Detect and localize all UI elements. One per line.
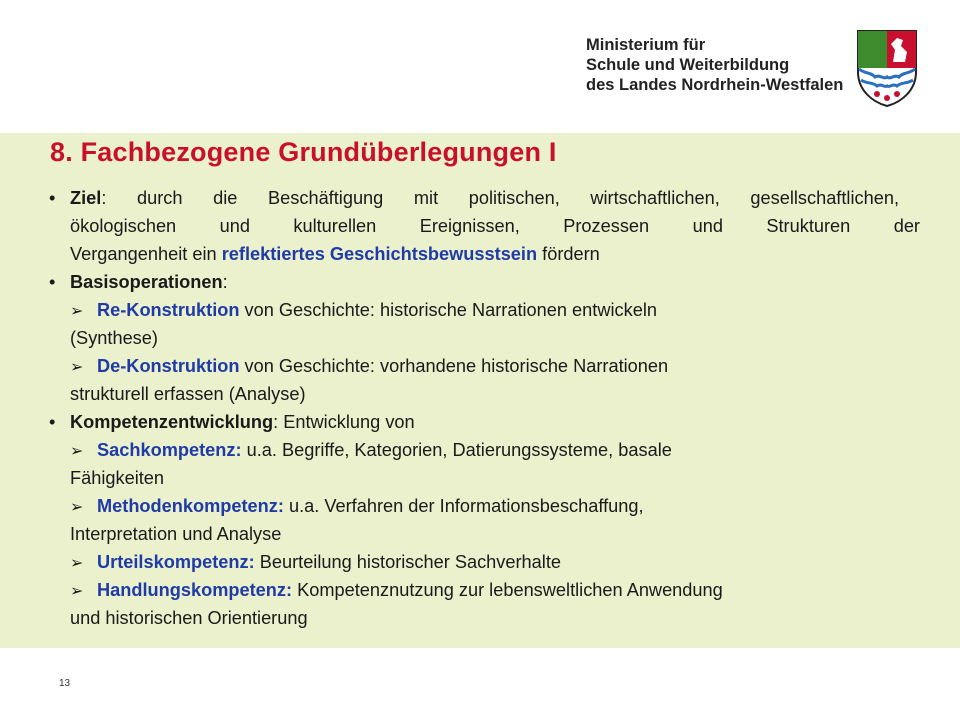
sub-item xyxy=(49,436,939,464)
arrow-bullet-icon: ➢ xyxy=(70,443,84,460)
arrow-bullet-icon: ➢ xyxy=(70,303,84,320)
body-text: von Geschichte: historische Narrationen entwickeln xyxy=(239,300,657,320)
ministry-line: Ministerium für xyxy=(586,36,706,54)
body-text: ökologischen und kulturellen Ereignissen, Prozessen und Strukturen der xyxy=(70,216,920,236)
highlight-term: Re-Konstruktion xyxy=(97,300,240,320)
slide-title: 8. Fachbezogene Grundüberlegungen I xyxy=(50,137,557,167)
term-label: Basisoperationen xyxy=(70,272,223,292)
body-text: Kompetenznutzung zur lebensweltlichen Anwendung xyxy=(292,580,723,600)
body-text xyxy=(49,240,939,268)
highlight-term: Sachkompetenz: xyxy=(97,440,242,460)
body-text: strukturell erfassen (Analyse) xyxy=(70,384,306,404)
highlight-term: Urteilskompetenz: xyxy=(97,552,255,572)
highlight-term: Handlungskompetenz: xyxy=(97,580,293,600)
list-item xyxy=(49,268,939,296)
highlight-term: Methodenkompetenz: xyxy=(97,496,284,516)
list-item xyxy=(49,408,939,436)
slide-body xyxy=(49,184,939,632)
bullet-icon: • xyxy=(49,412,56,432)
arrow-bullet-icon: ➢ xyxy=(70,555,84,572)
term-label: Kompetenzentwicklung xyxy=(70,412,274,432)
bullet-icon: • xyxy=(49,188,56,208)
body-text: Fähigkeiten xyxy=(70,468,165,488)
body-text: Vergangenheit ein xyxy=(70,244,222,264)
highlight-term: De-Konstruktion xyxy=(97,356,240,376)
body-text: von Geschichte: vorhandene historische Narrationen xyxy=(239,356,669,376)
body-text: : xyxy=(222,272,228,292)
arrow-bullet-icon: ➢ xyxy=(70,359,84,376)
body-text: Interpretation und Analyse xyxy=(70,524,282,544)
body-text: : durch die Beschäftigung mit politischen, wirtschaftlichen, gesellschaftlichen, xyxy=(101,188,899,208)
body-text: fördern xyxy=(537,244,600,264)
body-text: : Entwicklung von xyxy=(273,412,415,432)
body-text: Beurteilung historischer Sachverhalte xyxy=(254,552,561,572)
term-label: Ziel xyxy=(70,188,102,208)
sub-item xyxy=(49,296,939,324)
sub-item xyxy=(49,352,939,380)
arrow-bullet-icon: ➢ xyxy=(70,499,84,516)
body-text: (Synthese) xyxy=(70,328,158,348)
nrw-coat-of-arms-icon xyxy=(855,28,919,108)
page-number: 13 xyxy=(59,678,71,689)
sub-item xyxy=(49,492,939,520)
ministry-line: des Landes Nordrhein-Westfalen xyxy=(586,76,844,94)
body-text: und historischen Orientierung xyxy=(70,608,308,628)
list-item xyxy=(49,184,899,212)
body-text: u.a. Begriffe, Kategorien, Datierungssysteme, basale xyxy=(241,440,672,460)
sub-item xyxy=(49,548,939,576)
highlight-term: reflektiertes Geschichtsbewusstsein xyxy=(221,244,538,264)
arrow-bullet-icon: ➢ xyxy=(70,583,84,600)
bullet-icon: • xyxy=(49,272,56,292)
ministry-name xyxy=(586,35,843,95)
ministry-line: Schule und Weiterbildung xyxy=(586,56,790,74)
body-text: u.a. Verfahren der Informationsbeschaffung, xyxy=(283,496,644,516)
sub-item xyxy=(49,576,939,604)
